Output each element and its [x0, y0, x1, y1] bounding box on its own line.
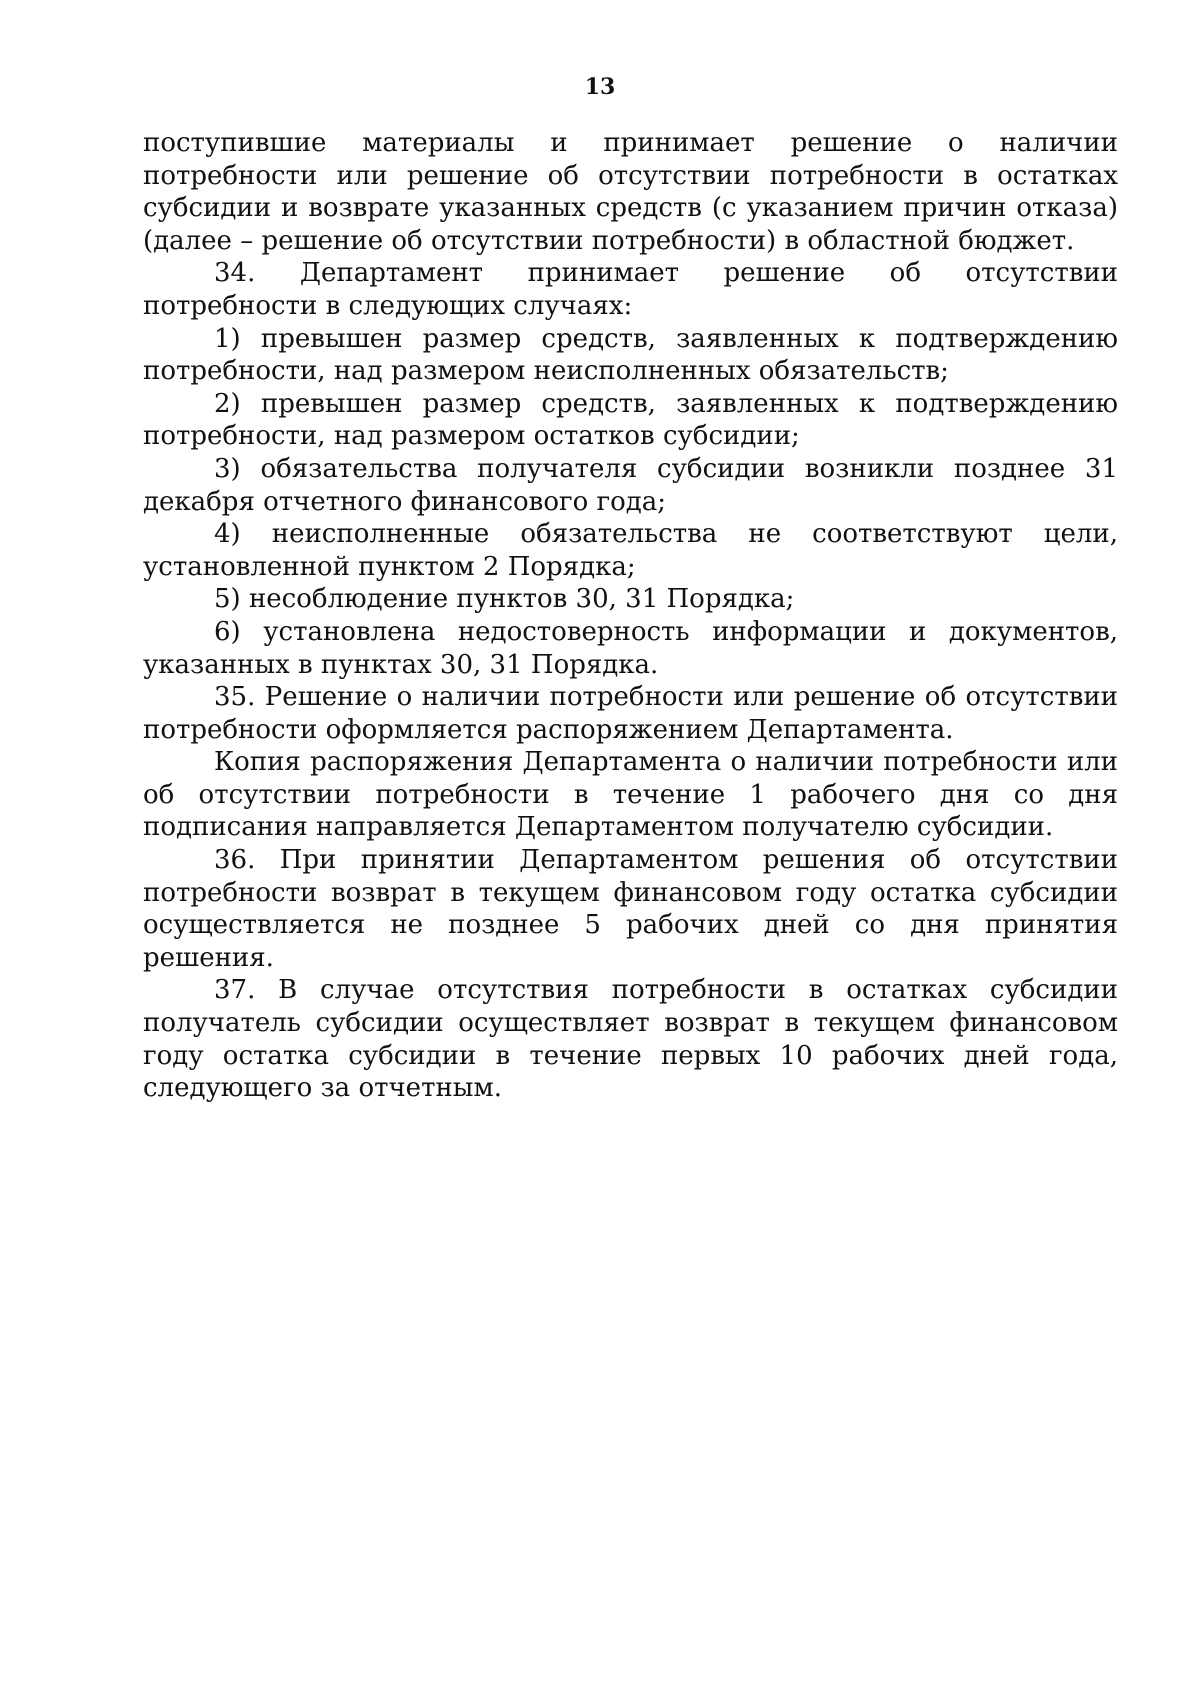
list-item-2: 2) превышен размер средств, заявленных к подтверждению потребности, над размером остатков субсидии;: [143, 388, 1118, 452]
paragraph-item-34: 34. Департамент принимает решение об отсутствии потребности в следующих случаях:: [143, 258, 1118, 321]
list-item-6: 6) установлена недостоверность информации и документов, указанных в пунктах 30, 31 Порядка.: [143, 616, 1118, 680]
paragraph-continuation: поступившие материалы и принимает решение о наличии потребности или решение об отсутствии потребности в остатках субсидии и возврате указанных средств (с указанием причин отказа) (далее – решение об отсутствии потребности) в областной бюджет.: [143, 128, 1118, 256]
paragraph-item-36: 36. При принятии Департаментом решения об отсутствии потребности возврат в текущем финансовом году остатка субсидии осуществляется не позднее 5 рабочих дней со дня принятия решения.: [143, 845, 1118, 973]
list-item-3: 3) обязательства получателя субсидии возникли позднее 31 декабря отчетного финансового года;: [143, 453, 1118, 517]
page-number: 13: [584, 74, 616, 100]
list-item-4: 4) неисполненные обязательства не соответствуют цели, установленной пунктом 2 Порядка;: [143, 519, 1118, 582]
list-item-1: 1) превышен размер средств, заявленных к подтверждению потребности, над размером неисполненных обязательств;: [143, 323, 1118, 387]
paragraph-copy-order: Копия распоряжения Департамента о наличии потребности или об отсутствии потребности в течение 1 рабочего дня со дня подписания направляется Департаментом получателю субсидии.: [143, 747, 1118, 843]
document-body: [143, 127, 1118, 1105]
paragraph-item-37: 37. В случае отсутствия потребности в остатках субсидии получатель субсидии осуществляет возврат в текущем финансовом году остатка субсидии в течение первых 10 рабочих дней года, следующего за отчетным.: [143, 975, 1118, 1104]
paragraph-item-35: 35. Решение о наличии потребности или решение об отсутствии потребности оформляется распоряжением Департамента.: [143, 682, 1118, 745]
list-item-5: 5) несоблюдение пунктов 30, 31 Порядка;: [214, 584, 795, 615]
